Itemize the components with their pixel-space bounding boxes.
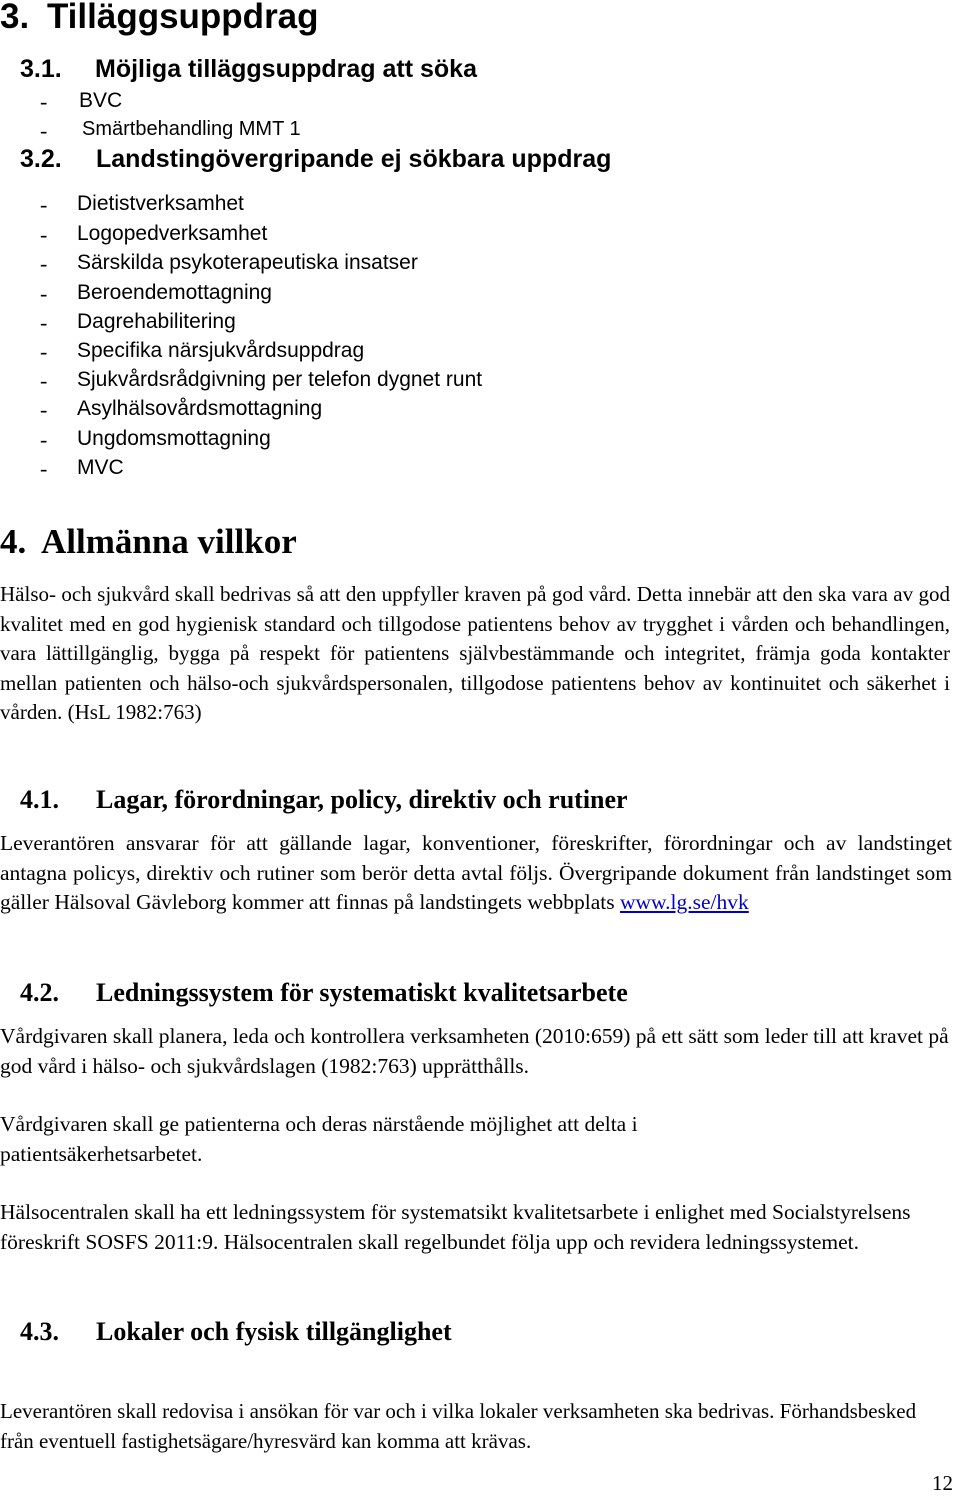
- section-4-heading: [0, 522, 297, 562]
- section-4-2-paragraph-1: Vårdgivaren skall planera, leda och kontrollera verksamheten (2010:659) på ett sätt som leder till att kravet på god vård i hälso- och sjukvårdslagen (1982:763) upprätthålls.: [0, 1024, 949, 1078]
- section-4-2-title: Ledningssystem för systematiskt kvalitetsarbete: [96, 978, 628, 1007]
- section-4-3-heading: [20, 1317, 452, 1347]
- section-4-3-number: 4.3.: [20, 1317, 59, 1346]
- list-dash: -: [40, 89, 48, 114]
- list-item: Logopedverksamhet: [77, 222, 268, 245]
- section-3-1-title: Möjliga tilläggsuppdrag att söka: [95, 55, 477, 83]
- section-3-2-heading: [20, 145, 612, 174]
- list-dash: -: [40, 427, 48, 452]
- list-dash: -: [40, 339, 48, 364]
- list-dash: -: [40, 222, 48, 247]
- section-4-1-number: 4.1.: [20, 785, 59, 814]
- page-number: 12: [932, 1471, 953, 1495]
- section-3-1-number: 3.1.: [20, 55, 62, 83]
- list-dash: -: [40, 397, 48, 422]
- list-dash: -: [40, 456, 48, 481]
- list-dash: -: [40, 192, 48, 217]
- section-3-title: Tilläggsuppdrag: [46, 0, 319, 36]
- list-item: Särskilda psykoterapeutiska insatser: [77, 251, 418, 274]
- section-4-1-text: [0, 829, 952, 918]
- section-4-1-body: Leverantören ansvarar för att gällande lagar, konventioner, föreskrifter, förordningar och av landstinget antagna policys, direktiv och rutiner som berör detta avtal följs. Övergripande dokument från landstinget som gäller Hälsoval Gävleborg kommer att finnas på landstingets webbplats: [0, 831, 952, 914]
- section-4-2-heading: [20, 978, 628, 1008]
- list-item: Dagrehabilitering: [77, 310, 236, 333]
- section-4-1-heading: [20, 785, 628, 815]
- section-4-1-title: Lagar, förordningar, policy, direktiv och rutiner: [96, 785, 628, 814]
- list-dash: -: [40, 251, 48, 276]
- landsting-link[interactable]: www.lg.se/hvk: [619, 890, 749, 914]
- section-3-number: 3.: [0, 0, 30, 36]
- list-dash: -: [40, 281, 48, 306]
- section-4-2-paragraph-3: Hälsocentralen skall ha ett ledningssystem för systematsikt kvalitetsarbete i enlighet med Socialstyrelsens föreskrift SOSFS 2011:9. Hälsocentralen skall regelbundet följa upp och revidera ledningssystemet.: [0, 1200, 911, 1254]
- list-item: MVC: [77, 456, 124, 479]
- list-item: Dietistverksamhet: [77, 192, 244, 215]
- list-item: Beroendemottagning: [77, 281, 272, 304]
- list-item: Smärtbehandling MMT 1: [82, 118, 301, 140]
- list-item: BVC: [79, 89, 123, 112]
- section-4-3-paragraph: Leverantören skall redovisa i ansökan för var och i vilka lokaler verksamheten ska bedrivas. Förhandsbesked från eventuell fastighetsägare/hyresvärd kan komma att krävas.: [0, 1399, 917, 1453]
- section-3-heading: [0, 0, 319, 37]
- list-dash: -: [40, 118, 48, 143]
- section-4-intro: Hälso- och sjukvård skall bedrivas så att den uppfyller kraven på god vård. Detta innebär att den ska vara av god kvalitet med en god hygienisk standard och tillgodose patientens behov av trygghet i vården och behandlingen, vara lättillgänglig, bygga på respekt för patientens självbestämmande och integritet, främja goda kontakter mellan patienten och hälso-och sjukvårdspersonalen, tillgodose patientens behov av kontinuitet och säkerhet i vården. (HsL 1982:763): [0, 582, 950, 724]
- section-3-2-title: Landstingövergripande ej sökbara uppdrag: [96, 145, 612, 173]
- section-4-title: Allmänna villkor: [41, 522, 297, 561]
- section-4-2-paragraph-2: Vårdgivaren skall ge patienterna och deras närstående möjlighet att delta i patientsäkerhetsarbetet.: [0, 1112, 638, 1166]
- list-item: Sjukvårdsrådgivning per telefon dygnet runt: [77, 368, 483, 391]
- list-item: Asylhälsovårdsmottagning: [77, 397, 323, 420]
- section-4-number: 4.: [0, 522, 27, 561]
- list-item: Ungdomsmottagning: [77, 427, 271, 450]
- section-4-3-title: Lokaler och fysisk tillgänglighet: [96, 1317, 452, 1346]
- list-dash: -: [40, 310, 48, 335]
- section-3-2-number: 3.2.: [20, 145, 62, 173]
- list-item: Specifika närsjukvårdsuppdrag: [77, 339, 365, 362]
- section-4-2-number: 4.2.: [20, 978, 59, 1007]
- list-dash: -: [40, 368, 48, 393]
- section-3-1-heading: [20, 55, 477, 84]
